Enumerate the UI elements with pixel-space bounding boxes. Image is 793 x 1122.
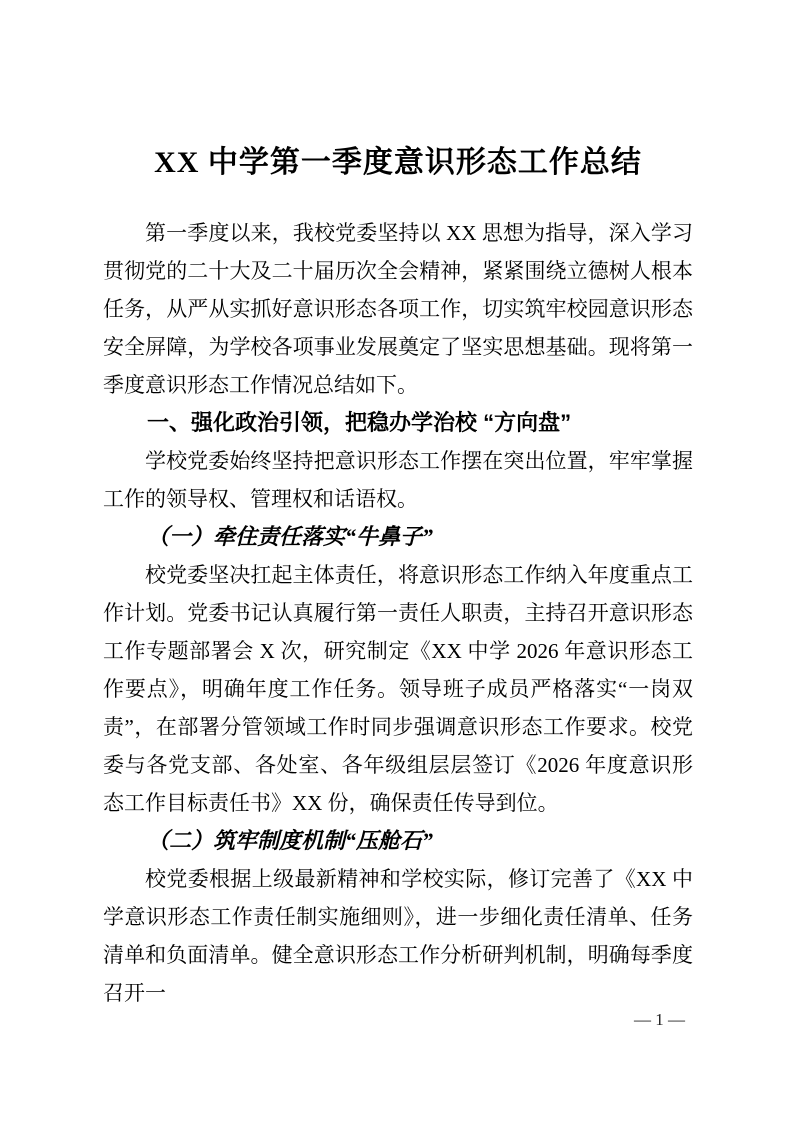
paragraph-subsection-1-1: 校党委坚决扛起主体责任，将意识形态工作纳入年度重点工作计划。党委书记认真履行第一责任人职责，主持召开意识形态工作专题部署会 X 次，研究制定《XX 中学 2026 年意识形态工作要点》，明确年度工作任务。领导班子成员严格落实“一岗双责”，在部署分管领域工作时同步强调意识形态工作要求。校党委与各党支部、各处室、各年级组层层签订《2026 年度意识形态工作目标责任书》XX 份，确保责任传导到位。 xyxy=(103,563,693,815)
document-title: XX 中学第一季度意识形态工作总结 xyxy=(154,146,642,179)
paragraph-section1-lead: 学校党委始终坚持把意识形态工作摆在突出位置，牢牢掌握工作的领导权、管理权和话语权。 xyxy=(103,449,693,511)
document-content xyxy=(103,140,693,1012)
subsection-heading-1-2: （二）筑牢制度机制“压舱石” xyxy=(147,828,434,853)
section-heading-1: 一、强化政治引领，把稳办学治校 “方向盘” xyxy=(147,410,572,435)
subsection-heading-1-1: （一）牵住责任落实“牛鼻子” xyxy=(147,524,434,549)
paragraph-intro: 第一季度以来，我校党委坚持以 XX 思想为指导，深入学习贯彻党的二十大及二十届历次全会精神，紧紧围绕立德树人根本任务，从严从实抓好意识形态各项工作，切实筑牢校园意识形态安全屏障，为学校各项事业发展奠定了坚实思想基础。现将第一季度意识形态工作情况总结如下。 xyxy=(103,221,693,397)
paragraph-subsection-1-2: 校党委根据上级最新精神和学校实际，修订完善了《XX 中学意识形态工作责任制实施细则》，进一步细化责任清单、任务清单和负面清单。健全意识形态工作分析研判机制，明确每季度召开一 xyxy=(103,867,693,1005)
page-number: — 1 — xyxy=(634,1010,685,1029)
